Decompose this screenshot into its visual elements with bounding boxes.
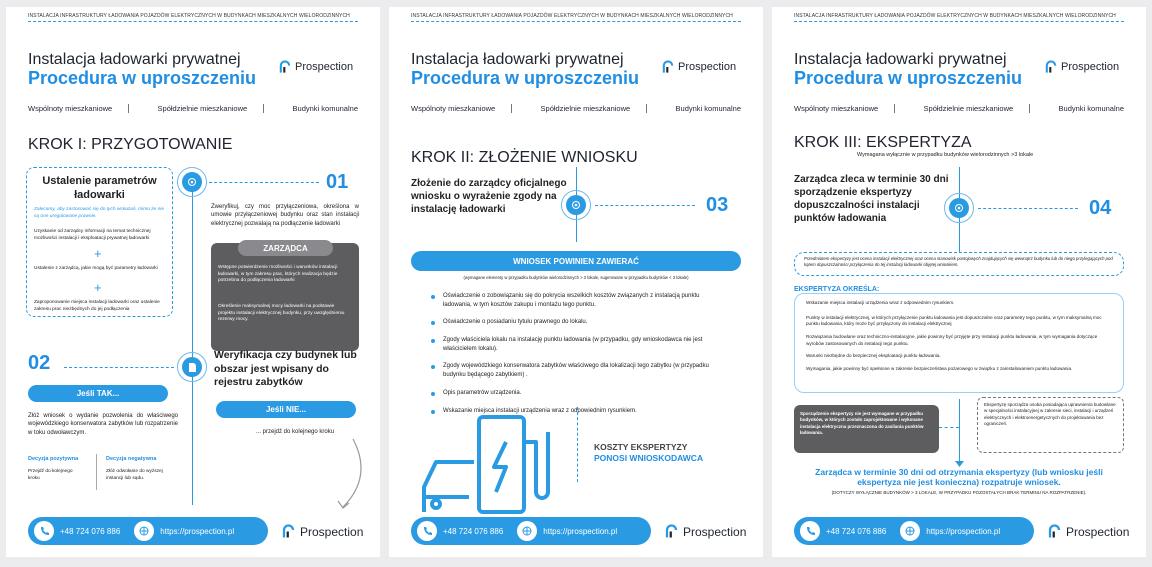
category-item: Budynki komunalne bbox=[292, 104, 358, 113]
contact-bar bbox=[28, 517, 268, 545]
box-italic-note: Zalecamy, aby zastosować się do tych wskazań, mimo że nie są one uregulowane prawnie. bbox=[34, 207, 165, 219]
phone-number[interactable]: +48 724 076 886 bbox=[443, 526, 504, 536]
requirements-pill: WNIOSEK POWINIEN ZAWIERAĆ bbox=[411, 251, 741, 271]
exception-text: Sporządzenie ekspertyzy nie jest wymagane w przypadku budynków, w których zostało zaprojektowane i wykonane instalacja elektryczna przeznaczona do zasilania punktów ładowania. bbox=[800, 411, 924, 435]
step-title: KROK I: PRZYGOTOWANIE bbox=[28, 136, 233, 153]
footer-brand bbox=[281, 524, 363, 539]
brand-name: Prospection bbox=[1066, 524, 1130, 539]
contact-bar bbox=[794, 517, 1034, 545]
globe-icon bbox=[517, 521, 537, 541]
timeline-line bbox=[959, 399, 960, 463]
prospection-logo-icon bbox=[1044, 60, 1058, 74]
cost-line1: KOSZTY EKSPERTYZY bbox=[594, 442, 688, 452]
category-item: Wspólnoty mieszkaniowe bbox=[28, 104, 129, 113]
category-bar bbox=[411, 104, 741, 113]
note-text: Przedmiotem ekspertyzy jest ocena instalacji elektrycznej oraz ocena stanowisk postojowych znajdujących się wewnątrz budynku lub do niego przylegających pod kątem dopuszczalności przyłączenia do tej instalacji ładowarki objętej wnioskiem. bbox=[804, 256, 1113, 267]
requirements-note: (wymagane elementy w przypadku budynków wielorodzinnych > 3 lokale, sugerowane w przypadku budynków < 3 lokale) bbox=[463, 275, 689, 280]
decision-positive: Decyzja pozytywna bbox=[28, 456, 79, 462]
timeline-node bbox=[177, 352, 207, 382]
prospection-logo-icon bbox=[281, 524, 296, 539]
decision-positive-text: Przejdź do kolejnego kroku bbox=[28, 469, 73, 481]
connector bbox=[209, 182, 319, 183]
list-item bbox=[431, 389, 721, 398]
list-item bbox=[431, 362, 721, 379]
verify-text: Zweryfikuj, czy moc przyłączeniowa, określona w umowie przyłączeniowej budynku oraz stan instalacji elektrycznej pozwalają na podłączenie ładowarki bbox=[211, 204, 359, 227]
page-step3 bbox=[772, 7, 1146, 557]
title-line2: Procedura w uproszczeniu bbox=[794, 68, 1023, 88]
decision-negative: Decyzja negatywna bbox=[106, 456, 157, 462]
box-title: Ustalenie parametrów ładowarki bbox=[42, 175, 157, 201]
contact-bar bbox=[411, 517, 651, 545]
prospection-logo-icon bbox=[1047, 524, 1062, 539]
connector bbox=[595, 205, 695, 206]
globe-icon bbox=[900, 521, 920, 541]
step-intro: Złożenie do zarządcy oficjalnego wniosku o wyrażenie zgody na instalację ładowarki bbox=[411, 178, 567, 215]
category-item: Spółdzielnie mieszkaniowe bbox=[541, 104, 648, 113]
category-item: Budynki komunalne bbox=[1058, 104, 1124, 113]
zarzadca-text: Określenie maksymalnej mocy ładowarki na podstawie projektu instalacji elektrycznej budynku, przy uwzględnieniu rezerwy mocy. bbox=[218, 304, 345, 323]
brand-name: Prospection bbox=[300, 524, 364, 539]
category-item: Wspólnoty mieszkaniowe bbox=[794, 104, 895, 113]
brand-logo bbox=[278, 60, 353, 74]
yes-text: Złóż wniosek o wydanie pozwolenia do właściwego wojewódzkiego konserwatora zabytków lub rozpatrzenie w toku odwoławczym. bbox=[28, 413, 178, 436]
category-bar bbox=[28, 104, 358, 113]
arrow-curve-icon bbox=[328, 437, 368, 512]
no-text: ... przejdź do kolejnego kroku bbox=[256, 429, 335, 435]
box-item: Ustalenie z zarządcą, jakie mogą być parametry ładowarki bbox=[34, 266, 158, 271]
document-icon bbox=[188, 362, 197, 373]
list-item-text: Oświadczenie o zobowiązaniu się do pokrycia wszelkich kosztów związanych z instalacją punktu ładowania, w tym kosztów zakupu i montażu tego punktu. bbox=[443, 293, 700, 308]
page-header: INSTALACJA INFRASTRUKTURY ŁADOWANIA POJAZDÓW ELEKTRYCZNYCH W BUDYNKACH MIESZKALNYCH WIELORODZINNYCH bbox=[794, 13, 1116, 19]
timeline-node bbox=[561, 190, 591, 220]
phone-number[interactable]: +48 724 076 886 bbox=[826, 526, 887, 536]
brand-name: Prospection bbox=[678, 61, 737, 73]
brand-logo bbox=[1044, 60, 1119, 74]
phone-icon bbox=[34, 521, 54, 541]
page-step1 bbox=[6, 7, 380, 557]
page-header: INSTALACJA INFRASTRUKTURY ŁADOWANIA POJAZDÓW ELEKTRYCZNYCH W BUDYNKACH MIESZKALNYCH WIELORODZINNYCH bbox=[28, 13, 350, 19]
step-number: 04 bbox=[1089, 197, 1112, 219]
final-decision: Zarządca w terminie 30 dni od otrzymania ekspertyzy (lub wniosku jeśli ekspertyza nie jest konieczna) rozpatruje wniosek. bbox=[815, 467, 1103, 488]
title-line2: Procedura w uproszczeniu bbox=[411, 68, 640, 88]
yes-pill: Jeśli TAK... bbox=[28, 385, 168, 402]
footer-brand bbox=[1047, 524, 1129, 539]
brand-name: Prospection bbox=[1061, 61, 1120, 73]
website-link[interactable]: https://prospection.pl bbox=[160, 526, 235, 536]
zarzadca-box bbox=[211, 243, 359, 351]
connector bbox=[64, 367, 174, 368]
brand-logo bbox=[661, 60, 736, 74]
target-icon bbox=[187, 177, 197, 187]
divider bbox=[96, 454, 97, 490]
divider bbox=[794, 21, 1124, 22]
list-item bbox=[431, 292, 721, 309]
phone-number[interactable]: +48 724 076 886 bbox=[60, 526, 121, 536]
category-item: Spółdzielnie mieszkaniowe bbox=[924, 104, 1031, 113]
page-header: INSTALACJA INFRASTRUKTURY ŁADOWANIA POJAZDÓW ELEKTRYCZNYCH W BUDYNKACH MIESZKALNYCH WIELORODZINNYCH bbox=[411, 13, 733, 19]
title-line1: Instalacja ładowarki prywatnej bbox=[794, 51, 1007, 68]
target-icon bbox=[954, 203, 964, 213]
defines-list bbox=[806, 300, 1116, 373]
globe-icon bbox=[134, 521, 154, 541]
prospection-logo-icon bbox=[664, 524, 679, 539]
connector bbox=[939, 427, 959, 428]
step-title: KROK II: ZŁOŻENIE WNIOSKU bbox=[411, 149, 638, 166]
phone-icon bbox=[417, 521, 437, 541]
connector bbox=[577, 407, 578, 482]
list-item bbox=[431, 318, 721, 327]
zarzadca-label: ZARZĄDCA bbox=[238, 240, 333, 256]
box-item: Uzyskanie od zarządcy informacji na temat technicznej możliwości instalacji i eksploatacji prywatnej ładowarki bbox=[34, 229, 151, 241]
step-number: 03 bbox=[706, 194, 729, 216]
footer-brand bbox=[664, 524, 746, 539]
connector bbox=[978, 208, 1078, 209]
plus-sign: + bbox=[94, 246, 102, 261]
list-item-text: Oświadczenie o posiadaniu tytułu prawnego do lokalu. bbox=[443, 319, 588, 326]
step-number: 01 bbox=[326, 171, 349, 193]
list-item: Wymagania, jakie powinny być spełnione w zakresie bezpieczeństwa pożarowego w związku z zainstalowaniem punktu ładowania. bbox=[806, 365, 1073, 371]
target-icon bbox=[571, 200, 581, 210]
timeline-line bbox=[192, 185, 193, 505]
list-item-text: Zgody wojewódzkiego konserwatora zabytków właściwego dla lokalizacji tego zabytku (w przypadku budynku będącego zabytkiem) . bbox=[443, 363, 709, 379]
step-intro: Zarządca zleca w terminie 30 dni sporządzenie ekspertyzy dopuszczalności instalacji punktów ładowania bbox=[794, 174, 949, 224]
timeline-node bbox=[944, 193, 974, 223]
title-line2: Procedura w uproszczeniu bbox=[28, 68, 257, 88]
divider bbox=[28, 21, 358, 22]
website-link[interactable]: https://prospection.pl bbox=[543, 526, 618, 536]
list-item: Warunki niezbędne do bezpiecznej eksploatacji punktu ładowania. bbox=[806, 353, 941, 359]
list-item: Punkty w instalacji elektrycznej, w których przyłączenie punktu ładowania jest dopuszczalne oraz parametry tego punktu, w tym maksymalną moc punktu ładowania, który może być przyłączony do instalacji elektrycznej bbox=[806, 314, 1102, 327]
list-item: Wskazanie miejsca instalacji urządzenia wraz z odpowiednim rysunkiem. bbox=[806, 300, 955, 305]
final-note: (DOTYCZY WYŁĄCZNIE BUDYNKÓW > 3 LOKALE, W PRZYPADKU POZOSTAŁYCH BRAK TERMINU NA ROZPATRZENIE). bbox=[831, 490, 1087, 495]
ev-charger-icon bbox=[414, 412, 564, 522]
brand-name: Prospection bbox=[683, 524, 747, 539]
brand-name: Prospection bbox=[295, 61, 354, 73]
category-item: Budynki komunalne bbox=[675, 104, 741, 113]
list-item-text: Zgody właściciela lokalu na instalację punktu ładowania (w przypadku, gdy wnioskodawca nie jest właścicielem lokalu). bbox=[443, 337, 703, 352]
list-item-text: Wskazanie miejsca instalacji urządzenia wraz z odpowiednim rysunkiem. bbox=[443, 407, 637, 414]
prospection-logo-icon bbox=[661, 60, 675, 74]
qualification-text: Ekspertyzę sporządza osoba posiadająca uprawnienia budowlane w specjalności instalacyjnej w zakresie sieci, instalacji i urządzeń elektrycznych i elektroenergetycznych do projektowania bez ograniczeń. bbox=[984, 402, 1116, 426]
list-item-text: Opis parametrów urządzenia. bbox=[443, 389, 522, 396]
category-bar bbox=[794, 104, 1124, 113]
list-item bbox=[431, 336, 721, 353]
zarzadca-text: Wstępne potwierdzenie możliwości i warunków instalacji ładowarki, w tym zakresu prac, których realizacja będzie potrzebna do podłączenia ładowarki bbox=[218, 265, 338, 284]
timeline-node bbox=[177, 167, 207, 197]
phone-icon bbox=[800, 521, 820, 541]
title-line1: Instalacja ładowarki prywatnej bbox=[28, 51, 241, 68]
category-item: Wspólnoty mieszkaniowe bbox=[411, 104, 512, 113]
divider bbox=[411, 21, 741, 22]
category-item: Spółdzielnie mieszkaniowe bbox=[158, 104, 265, 113]
heritage-question: Weryfikacja czy budynek lub obszar jest wpisany do rejestru zabytków bbox=[214, 349, 357, 389]
step-subtitle: Wymagana wyłącznie w przypadku budynków wielorodzinnych >3 lokale bbox=[857, 152, 1034, 158]
requirements-list bbox=[431, 292, 721, 424]
decision-negative-text: Złóż odwołanie do wyższej instancji lub sądu. bbox=[106, 469, 163, 481]
step-title: KROK III: EKSPERTYZA bbox=[794, 134, 972, 151]
cost-line2: PONOSI WNIOSKODAWCA bbox=[594, 453, 704, 463]
defines-heading: EKSPERTYZA OKREŚLA: bbox=[794, 286, 880, 293]
prospection-logo-icon bbox=[278, 60, 292, 74]
page-step2 bbox=[389, 7, 763, 557]
website-link[interactable]: https://prospection.pl bbox=[926, 526, 1001, 536]
step-number: 02 bbox=[28, 352, 51, 374]
plus-sign: + bbox=[94, 280, 102, 295]
no-pill: Jeśli NIE... bbox=[216, 401, 356, 418]
box-item: Zaproponowanie miejsca instalacji ładowarki oraz ustalenie zakresu prac niezbędnych do jej podłączenia bbox=[34, 300, 160, 312]
list-item: Rozwiązania budowlane oraz techniczno-instalacyjne, jakie powinny być przyjęte przy instalacji punktu ładowania, w tym wymagania dotyczące wyrobów zastosowanych do instalacji tego punktu. bbox=[806, 333, 1098, 346]
title-line1: Instalacja ładowarki prywatnej bbox=[411, 51, 624, 68]
